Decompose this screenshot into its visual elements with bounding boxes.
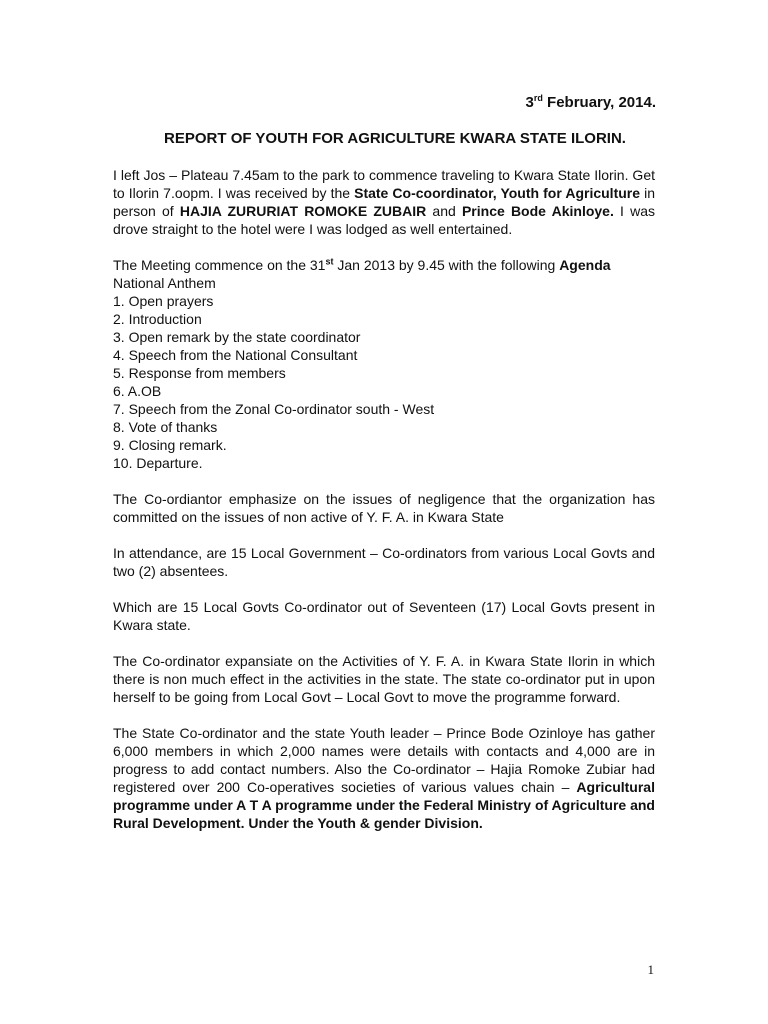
report-body <box>113 166 655 850</box>
paragraph-arrival: I left Jos – Plateau 7.45am to the park to commence traveling to Kwara State Ilorin. Get to Ilorin 7.oopm. I was received by the State Co-coordinator, Youth for Agriculture in person of HAJIA ZURURIAT ROMOKE ZUBAIR and Prince Bode Akinloye. I was drove straight to the hotel were I was lodged as well entertained. <box>113 167 655 237</box>
agenda-item: 5. Response from members <box>113 365 286 381</box>
agenda-item: 8. Vote of thanks <box>113 419 218 435</box>
page-number: 1 <box>647 962 654 977</box>
agenda-item: 4. Speech from the National Consultant <box>113 347 358 363</box>
paragraph-meeting: The Meeting commence on the 31st Jan 2013 by 9.45 with the following Agenda <box>113 256 611 273</box>
report-date: 3rd February, 2014. <box>525 93 656 111</box>
agenda-item: 10. Departure. <box>113 455 203 471</box>
agenda-item: 6. A.OB <box>113 383 162 399</box>
agenda-item: 2. Introduction <box>113 311 202 327</box>
paragraph-attendance: In attendance, are 15 Local Government – Co-ordinators from various Local Govts and two (2) absentees. <box>113 545 655 579</box>
report-title: REPORT OF YOUTH FOR AGRICULTURE KWARA STATE ILORIN. <box>164 130 626 147</box>
paragraph-members: The State Co-ordinator and the state Youth leader – Prince Bode Ozinloye has gather 6,000 members in which 2,000 names were details with contacts and 4,000 are in progress to add contact numbers. Also the Co-ordinator – Hajia Romoke Zubiar had registered over 200 Co-operatives societies of various values chain – Agricultural programme under A T A programme under the Federal Ministry of Agriculture and Rural Development. Under the Youth & gender Division. <box>113 725 655 831</box>
paragraph-activities: The Co-ordinator expansiate on the Activities of Y. F. A. in Kwara State Ilorin in which there is non much effect in the activities in the state. The state co-ordinator put in upon herself to be going from Local Govt – Local Govt to move the programme forward. <box>113 653 655 705</box>
paragraph-local-govts: Which are 15 Local Govts Co-ordinator out of Seventeen (17) Local Govts present in Kwara state. <box>113 599 655 633</box>
agenda-item: 9. Closing remark. <box>113 437 227 453</box>
agenda-item: National Anthem <box>113 275 216 291</box>
agenda-item: 1. Open prayers <box>113 293 214 309</box>
agenda-list <box>113 274 655 472</box>
agenda-item: 7. Speech from the Zonal Co-ordinator south - West <box>113 401 435 417</box>
paragraph-negligence: The Co-ordiantor emphasize on the issues of negligence that the organization has committed on the issues of non active of Y. F. A. in Kwara State <box>113 491 655 525</box>
agenda-item: 3. Open remark by the state coordinator <box>113 329 361 345</box>
